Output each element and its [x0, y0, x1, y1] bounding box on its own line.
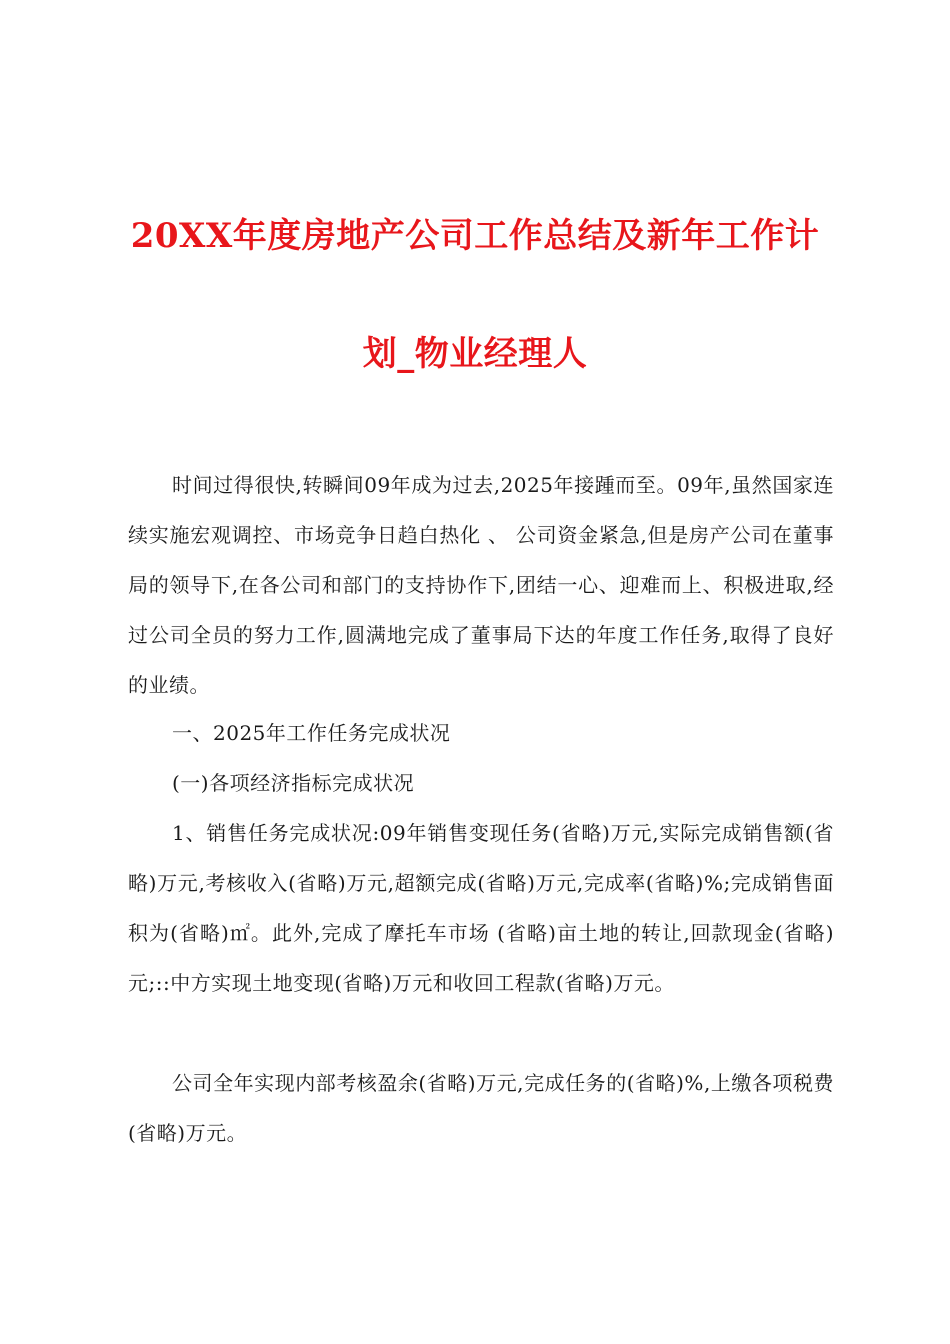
document-title-line-1: 20XX年度房地产公司工作总结及新年工作计 — [130, 216, 820, 256]
document-title-line-2: 划_物业经理人 — [362, 334, 588, 374]
section-heading-1: 一、2025年工作任务完成状况 — [172, 721, 451, 745]
subsection-heading-1: (一)各项经济指标完成状况 — [172, 771, 415, 795]
sales-task-paragraph: 1、销售任务完成状况:09年销售变现任务(省略)万元,实际完成销售额(省略)万元,考核收入(省略)万元,超额完成(省略)万元,完成率(省略)%;完成销售面积为(省略)㎡。此外,完成了摩托车市场 (省略)亩土地的转让,回款现金(省略)元;::中方实现土地变现(省略)万元和收回工程款(省略)万元。 — [128, 821, 834, 995]
intro-paragraph: 时间过得很快,转瞬间09年成为过去,2025年接踵而至。09年,虽然国家连续实施宏观调控、市场竞争日趋白热化 、 公司资金紧急,但是房产公司在董事局的领导下,在各公司和部门的支持协作下,团结一心、迎难而上、积极进取,经过公司全员的努力工作,圆满地完成了董事局下达的年度工作任务,取得了良好的业绩。 — [128, 473, 834, 697]
profit-paragraph: 公司全年实现内部考核盈余(省略)万元,完成任务的(省略)%,上缴各项税费(省略)万元。 — [128, 1071, 834, 1145]
